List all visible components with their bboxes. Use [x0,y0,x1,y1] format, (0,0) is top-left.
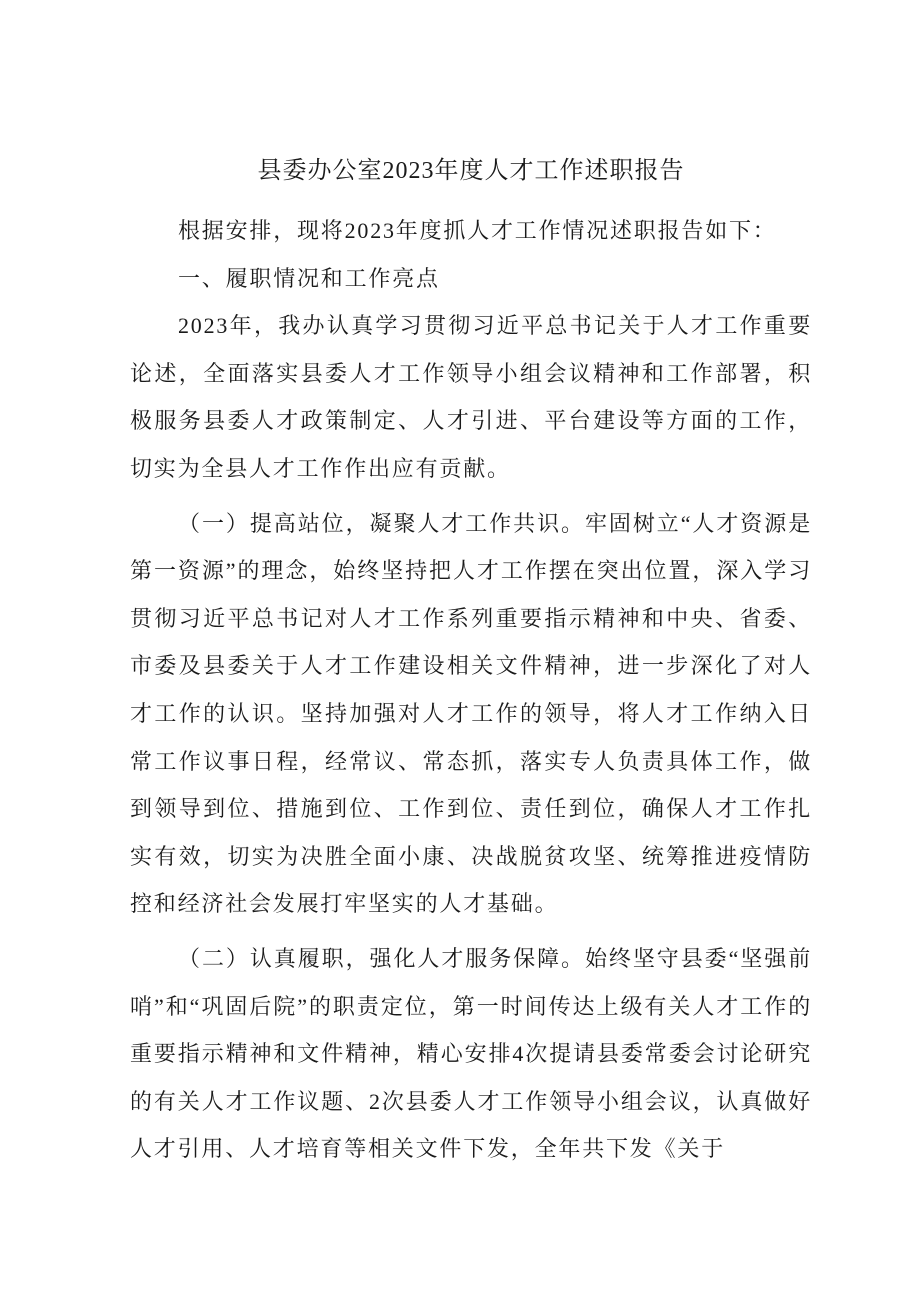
document-title: 县委办公室2023年度人才工作述职报告 [257,158,685,184]
paragraph-overview: 2023年，我办认真学习贯彻习近平总书记关于人才工作重要论述，全面落实县委人才工作领导小组会议精神和工作部署，积极服务县委人才政策制定、人才引进、平台建设等方面的工作，切实为全县人才工作作出应有贡献。 [130,313,812,481]
paragraph-item-1: （一）提高站位，凝聚人才工作共识。牢固树立“人才资源是第一资源”的理念，始终坚持把人才工作摆在突出位置，深入学习贯彻习近平总书记对人才工作系列重要指示精神和中央、省委、市委及县委关于人才工作建设相关文件精神，进一步深化了对人才工作的认识。坚持加强对人才工作的领导，将人才工作纳入日常工作议事日程，经常议、常态抓，落实专人负责具体工作，做到领导到位、措施到位、工作到位、责任到位，确保人才工作扎实有效，切实为决胜全面小康、决战脱贫攻坚、统筹推进疫情防控和经济社会发展打牢坚实的人才基础。 [130,510,812,917]
document-content [130,147,812,1173]
intro-paragraph: 根据安排，现将2023年度抓人才工作情况述职报告如下： [178,218,777,243]
section-heading: 一、履职情况和工作亮点 [178,265,440,291]
paragraph-item-2: （二）认真履职，强化人才服务保障。始终坚守县委“坚强前哨”和“巩固后院”的职责定位，第一时间传达上级有关人才工作的重要指示精神和文件精神，精心安排4次提请县委常委会讨论研究的有关人才工作议题、2次县委人才工作领导小组会议，认真做好人才引用、人才培育等相关文件下发，全年共下发《关于 [130,945,812,1162]
